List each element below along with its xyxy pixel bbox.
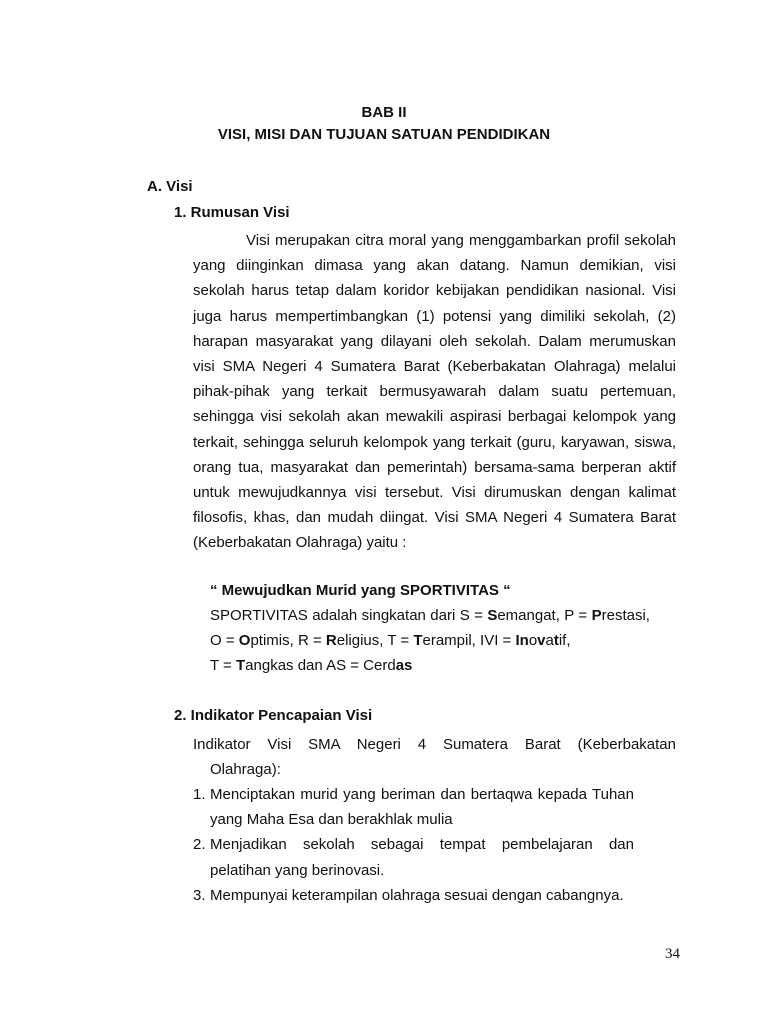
acronym-p1-rest: restasi,	[601, 607, 650, 624]
list-item-number: 3.	[193, 886, 206, 904]
acronym-p7-rest: if,	[558, 632, 571, 650]
indicator-intro-line2: Olahraga):	[210, 761, 281, 779]
acronym-p3-rest: eligius,	[336, 632, 388, 650]
acronym-p8-bold: T	[236, 657, 246, 675]
acronym-intro: SPORTIVITAS adalah singkatan dari	[210, 607, 460, 624]
acronym-p0-pre: S =	[459, 607, 488, 624]
acronym-p4-bold: T	[413, 632, 423, 650]
list-item-text: Menjadikan sekolah sebagai tempat pembelajaran dan pelatihan yang berinovasi.	[210, 836, 634, 879]
acronym-p8-pre: T =	[210, 657, 236, 675]
list-item	[193, 832, 634, 882]
acronym-explanation	[210, 603, 650, 679]
subheading-indikator: 2. Indikator Pencapaian Visi	[174, 707, 373, 724]
acronym-p4-pre: T =	[387, 632, 414, 650]
acronym-p2-bold: O	[238, 632, 251, 650]
acronym-p5-rest: o	[528, 632, 538, 650]
indicator-intro	[193, 732, 676, 782]
acronym-p9-bold: as	[395, 657, 413, 675]
vision-motto: “ Mewujudkan Murid yang SPORTIVITAS “	[210, 582, 511, 599]
acronym-p8-rest: angkas dan	[245, 657, 327, 675]
subheading-rumusan-visi: 1. Rumusan Visi	[174, 204, 290, 221]
acronym-p3-bold: R	[325, 632, 337, 650]
acronym-p3-pre: R =	[297, 632, 326, 650]
acronym-p1-bold: P	[591, 607, 602, 624]
list-item-text: Menciptakan murid yang beriman dan bertaqwa kepada Tuhan yang Maha Esa dan berakhlak mulia	[210, 786, 634, 829]
body-paragraph	[193, 228, 676, 556]
acronym-p0-rest: emangat,	[497, 607, 565, 624]
acronym-p5-pre: IVI =	[480, 632, 516, 650]
acronym-p4-rest: erampil,	[422, 632, 481, 650]
acronym-p5-bold: In	[515, 632, 529, 650]
acronym-p2-rest: ptimis,	[250, 632, 298, 650]
chapter-title: VISI, MISI DAN TUJUAN SATUAN PENDIDIKAN	[217, 126, 551, 143]
section-heading-visi: A. Visi	[147, 178, 193, 195]
acronym-p2-pre: O =	[210, 632, 239, 650]
paragraph-text: Visi merupakan citra moral yang menggambarkan profil sekolah yang diinginkan dimasa yang akan datang. Namun demikian, visi sekolah harus tetap dalam koridor kebijakan pendidikan nasional. Visi juga harus mempertimbangkan (1) potensi yang dimiliki sekolah, (2) harapan masyarakat yang dilayani oleh sekolah. Dalam merumuskan visi SMA Negeri 4 Sumatera Barat (Keberbakatan Olahraga) melalui pihak-pihak yang terkait bermusyawarah dalam suatu pertemuan, sehingga visi sekolah akan mewakili aspirasi berbagai kelompok yang terkait, sehingga seluruh kelompok yang terkait (guru, karyawan, siswa, orang tua, masyarakat dan pemerintah) bersama-sama berperan aktif untuk mewujudkannya visi tersebut. Visi dirumuskan dengan kalimat filosofis, khas, dan mudah diingat. Visi SMA Negeri 4 Sumatera Barat (Keberbakatan Olahraga) yaitu :	[193, 232, 676, 552]
acronym-p6-bold: v	[537, 632, 546, 650]
acronym-p0-bold: S	[487, 607, 498, 624]
acronym-p1-pre: P =	[564, 607, 592, 624]
list-item-number: 1.	[193, 786, 206, 803]
page-number: 34	[665, 946, 680, 962]
list-item-number: 2.	[193, 836, 206, 854]
indicator-list	[193, 782, 634, 908]
indicator-intro-line1: Indikator Visi SMA Negeri 4 Sumatera Barat (Keberbakatan	[193, 736, 676, 753]
acronym-p6-rest: a	[545, 632, 554, 650]
chapter-heading: BAB II	[361, 104, 407, 121]
list-item	[193, 883, 634, 908]
list-item-text: Mempunyai keterampilan olahraga sesuai dengan cabangnya.	[210, 886, 624, 904]
acronym-p9-pre: AS = Cerd	[326, 657, 396, 675]
list-item	[193, 782, 634, 832]
acronym-p7-bold: t	[553, 632, 559, 650]
